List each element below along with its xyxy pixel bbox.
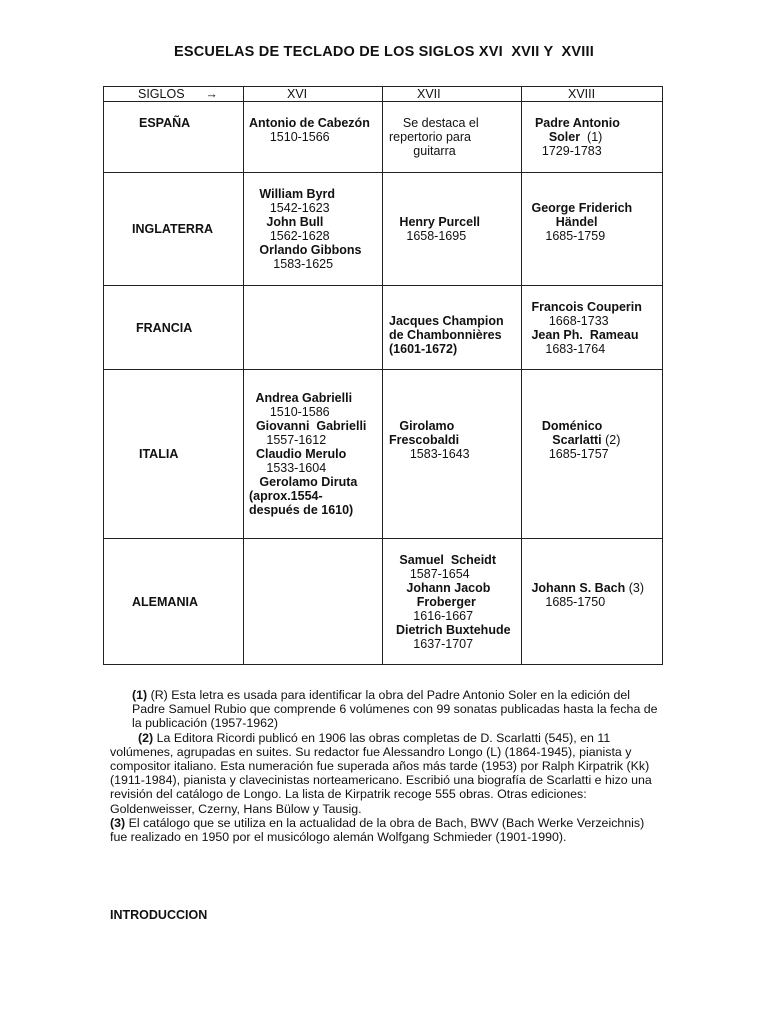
cell-line: Frescobaldi	[389, 433, 460, 447]
cell-espana-xvi	[244, 102, 383, 173]
cell-line: 1729-1783	[528, 144, 602, 158]
cell-line	[528, 567, 662, 581]
cell-line: Froberger	[389, 594, 476, 609]
cell-line: William Byrd	[249, 187, 336, 201]
cell-line: Scarlatti (2)	[528, 433, 621, 447]
cell-line: 1557-1612	[249, 433, 327, 447]
header-xviii: XVIII	[522, 87, 663, 102]
section-heading-introduccion: INTRODUCCION	[110, 908, 208, 922]
cell-line	[389, 257, 521, 271]
cell-line: Antonio de Cabezón	[249, 116, 370, 130]
cell-line: 1685-1757	[528, 447, 609, 461]
cell-italia-xvi	[244, 370, 383, 539]
cell-line: Andrea Gabrielli	[249, 391, 353, 405]
table-row-alemania	[104, 539, 663, 665]
cell-line: 1587-1654	[389, 566, 470, 581]
header-xvii: XVII	[383, 87, 522, 102]
cell-francia-xvi	[244, 286, 383, 370]
footnote-text: La Editora Ricordi publicó en 1906 las obras completas de D. Scarlatti (545), en 11 volúmenes, agrupadas en suites. Su redactor fue Alessandro Longo (L) (1864-1945), pianista y compositor italiano. Esta numeración fue superada años más tarde (1953) por Ralph Kirpatrik (Kk) (1911-1984), pianista y clavecinistas norteamericano. Escribió una biografía de Scarlatti e hizo una revisión del catálogo de Longo. La lista de Kirpatrik recoge 555 obras. Otras ediciones: Goldenweisser, Czerny, Hans Bülow y Tausig.	[110, 730, 652, 816]
cell-francia-xvii	[383, 286, 522, 370]
cell-line	[389, 503, 521, 517]
cell-line	[528, 257, 662, 271]
cell-inglaterra-xviii	[522, 173, 663, 286]
cell-line	[528, 391, 662, 405]
cell-line: 1616-1667	[389, 608, 474, 623]
footnote-text: El catálogo que se utiliza en la actualidad de la obra de Bach, BWV (Bach Werke Verzeichnis) fue realizado en 1950 por el musicólogo alemán Wolfgang Schmieder (1901-1990).	[110, 815, 645, 845]
cell-line: Se destaca el	[389, 116, 479, 130]
footnote-number: (2)	[138, 730, 154, 745]
cell-line	[528, 461, 662, 475]
cell-alemania-xvi	[244, 539, 383, 665]
cell-espana-xviii	[522, 102, 663, 173]
cell-line: 1533-1604	[249, 461, 327, 475]
cell-line	[389, 300, 521, 314]
country-label: ESPAÑA	[104, 102, 244, 173]
cell-line	[528, 609, 662, 623]
footnote-text: (R) Esta letra es usada para identificar la obra del Padre Antonio Soler en la edición del Padre Samuel Rubio que comprende 6 volúmenes con 99 sonatas publicadas hasta la fecha de la publicación (1957-1962)	[132, 688, 658, 731]
cell-line: 1637-1707	[389, 636, 474, 651]
footnotes	[110, 688, 658, 844]
cell-line	[528, 187, 662, 201]
cell-line: Doménico	[528, 419, 603, 433]
cell-line: (aprox.1554-	[249, 489, 323, 503]
cell-italia-xvii	[383, 370, 522, 539]
cell-line: Jean Ph. Rameau	[528, 327, 639, 342]
cell-line: 1510-1566	[249, 130, 330, 144]
cell-line: Jacques Champion	[389, 313, 504, 328]
cell-line: 1658-1695	[389, 229, 467, 243]
table-row-italia	[104, 370, 663, 539]
cell-line: 1583-1625	[249, 257, 334, 271]
cell-line: Claudio Merulo	[249, 447, 347, 461]
cell-line: Dietrich Buxtehude	[389, 622, 511, 637]
table-row-francia	[104, 286, 663, 370]
cell-line: 1685-1750	[528, 594, 606, 609]
cell-line: Soler (1)	[528, 130, 603, 144]
cell-line: 1542-1623	[249, 201, 330, 215]
cell-line: después de 1610)	[249, 503, 354, 517]
footnote-1	[110, 688, 658, 731]
country-label: INGLATERRA	[104, 173, 244, 286]
cell-line	[389, 243, 521, 257]
footnote-3	[110, 816, 658, 844]
cell-alemania-xviii	[522, 539, 663, 665]
footnote-number: (1)	[132, 688, 148, 702]
cell-line: repertorio para	[389, 130, 471, 144]
cell-line: 1668-1733	[528, 313, 609, 328]
cell-line	[528, 637, 662, 651]
cell-francia-xviii	[522, 286, 663, 370]
cell-line: Händel	[528, 215, 598, 229]
cell-line	[528, 553, 662, 567]
cell-line	[389, 187, 521, 201]
cell-line	[528, 503, 662, 517]
cell-line: Henry Purcell	[389, 215, 481, 229]
cell-line	[528, 623, 662, 637]
table-header-row	[104, 87, 663, 102]
page-title: ESCUELAS DE TECLADO DE LOS SIGLOS XVI XVII Y XVIII	[174, 44, 594, 60]
table-row-espana	[104, 102, 663, 173]
cell-alemania-xvii	[383, 539, 522, 665]
cell-line: guitarra	[389, 144, 456, 158]
cell-line: Girolamo	[389, 419, 455, 433]
cell-line: Samuel Scheidt	[389, 552, 496, 567]
cell-line	[389, 405, 521, 419]
footnote-2	[110, 731, 658, 816]
cell-line	[389, 391, 521, 405]
cell-line: Orlando Gibbons	[249, 243, 362, 257]
cell-line	[389, 475, 521, 489]
cell-line	[528, 489, 662, 503]
cell-line: John Bull	[249, 215, 324, 229]
cell-line: 1683-1764	[528, 341, 606, 356]
country-label: ITALIA	[104, 370, 244, 539]
country-label: FRANCIA	[104, 286, 244, 370]
cell-line: 1685-1759	[528, 229, 606, 243]
header-siglos: SIGLOS →	[104, 87, 244, 102]
cell-line: Francois Couperin	[528, 299, 642, 314]
cell-line: Johann S. Bach (3)	[528, 580, 644, 595]
cell-inglaterra-xvii	[383, 173, 522, 286]
cell-inglaterra-xvi	[244, 173, 383, 286]
cell-line	[528, 405, 662, 419]
country-label: ALEMANIA	[104, 539, 244, 665]
cell-line: Giovanni Gabrielli	[249, 419, 367, 433]
cell-line: George Friderich	[528, 201, 633, 215]
cell-line: 1583-1643	[389, 447, 470, 461]
cell-line: Gerolamo Diruta	[249, 475, 358, 489]
cell-espana-xvii	[383, 102, 522, 173]
cell-line	[528, 475, 662, 489]
cell-line	[389, 461, 521, 475]
schools-table	[103, 86, 663, 665]
cell-line	[528, 243, 662, 257]
cell-italia-xviii	[522, 370, 663, 539]
cell-line	[389, 201, 521, 215]
table-row-inglaterra	[104, 173, 663, 286]
cell-line: 1510-1586	[249, 405, 330, 419]
cell-line: (1601-1672)	[389, 341, 458, 356]
footnote-number: (3)	[110, 815, 126, 830]
cell-line: 1562-1628	[249, 229, 330, 243]
cell-line: Johann Jacob	[389, 580, 491, 595]
cell-line	[389, 489, 521, 503]
cell-line: de Chambonnières	[389, 327, 502, 342]
cell-line: Padre Antonio	[528, 116, 620, 130]
header-xvi: XVI	[244, 87, 383, 102]
